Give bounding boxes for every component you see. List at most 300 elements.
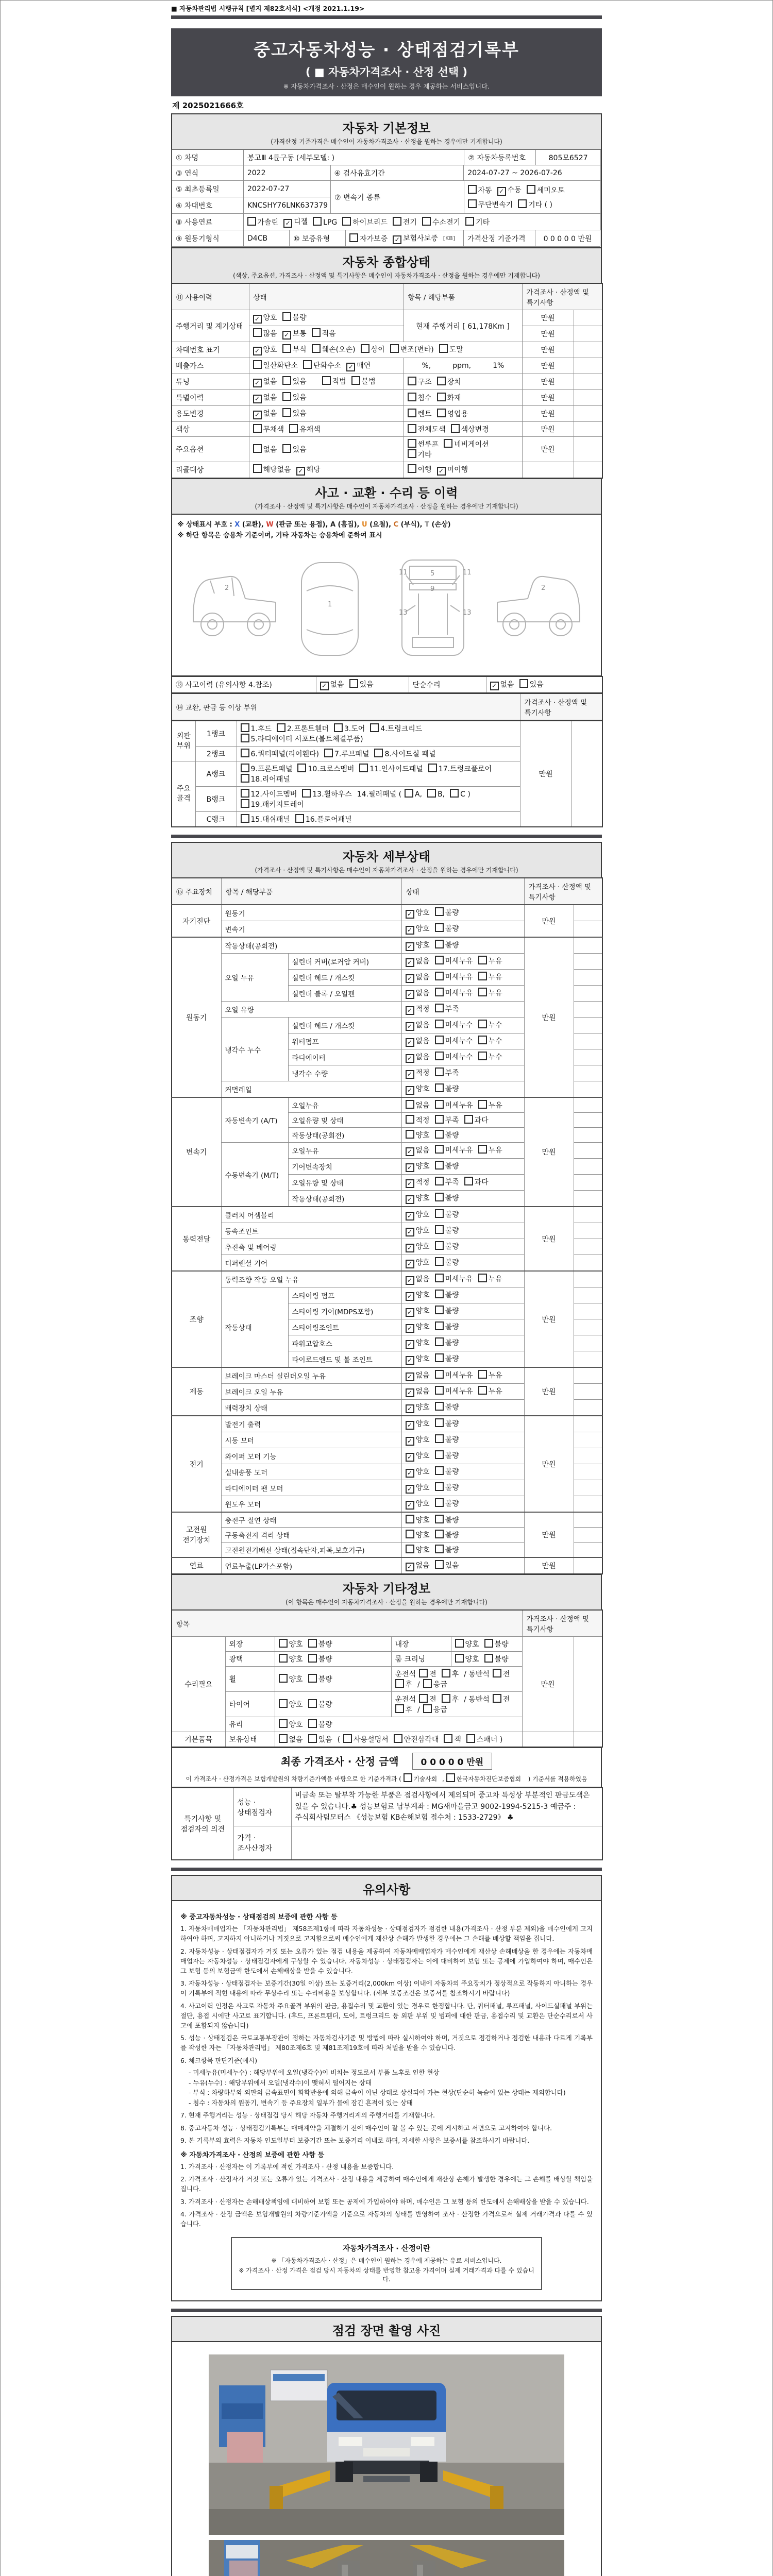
checkbox-unchecked[interactable]: 미세누유	[435, 1274, 473, 1284]
checkbox-checked[interactable]: ✓ 없음	[406, 988, 430, 999]
checkbox-unchecked[interactable]: 양호	[279, 1654, 303, 1664]
checkbox-unchecked[interactable]: 미세누유	[435, 988, 473, 998]
svg-text:13: 13	[463, 609, 472, 617]
checkbox-checked[interactable]: ✓ 양호	[406, 1418, 430, 1430]
checkbox-checked[interactable]: ✓ 양호	[253, 312, 277, 324]
accident-history-checks	[316, 676, 409, 693]
checkbox-checked[interactable]: ✓ 양호	[406, 1193, 430, 1204]
checkbox-unchecked[interactable]: 11.인사이드패널	[359, 764, 423, 774]
checkbox-checked[interactable]: ✓ 미이행	[437, 464, 468, 476]
checkbox-unchecked[interactable]: 있음	[282, 376, 307, 386]
checkbox-unchecked[interactable]: 불량	[435, 1083, 459, 1094]
text-segment: C	[393, 521, 399, 529]
checkbox-icon	[435, 1036, 444, 1044]
spare-cell	[574, 1033, 602, 1049]
checkbox-unchecked[interactable]: 불량	[435, 1402, 459, 1412]
checkbox-unchecked[interactable]: 7.루브패널	[324, 749, 369, 759]
checkbox-unchecked[interactable]: 불량	[435, 1530, 459, 1540]
checkbox-unchecked[interactable]: 누유	[478, 1386, 502, 1396]
checkbox-unchecked[interactable]: 응급	[423, 1679, 447, 1689]
checkbox-checked-icon: ✓	[406, 1372, 414, 1381]
checkbox-checked[interactable]: ✓ 매연	[346, 360, 371, 371]
checkbox-unchecked[interactable]: 누수	[478, 1036, 502, 1046]
checkbox-unchecked[interactable]: 미세누수	[435, 1052, 473, 1062]
checkbox-unchecked[interactable]: 상이	[361, 344, 385, 354]
checkbox-checked[interactable]: ✓ 없음	[406, 1145, 430, 1156]
checkbox-unchecked[interactable]: 있음	[435, 1560, 459, 1570]
checkbox-unchecked[interactable]: 13.휠하우스	[302, 789, 351, 799]
checkbox-unchecked[interactable]: 누유	[478, 956, 502, 966]
checkbox-unchecked[interactable]: 있음	[349, 679, 374, 689]
checkbox-unchecked[interactable]: 5.라디에이터 서포트(볼트체결부품)	[241, 734, 363, 744]
checkbox-unchecked[interactable]: 색상변경	[451, 424, 489, 434]
checkbox-unchecked[interactable]: 불량	[435, 1209, 459, 1219]
checkbox-checked[interactable]: ✓ 양호	[406, 1466, 430, 1478]
rank-label: B랭크	[195, 787, 237, 812]
checkbox-unchecked[interactable]: 미세누유	[435, 1386, 473, 1396]
status-checks	[401, 1049, 524, 1065]
room-cleaning-label: 룸 크리닝	[391, 1652, 451, 1667]
checkbox-unchecked[interactable]: 불량	[435, 1130, 459, 1140]
checkbox-unchecked[interactable]: 적정	[406, 1115, 430, 1125]
checkbox-checked[interactable]: ✓ 없음	[406, 1560, 430, 1571]
checkbox-unchecked[interactable]: 누유	[478, 1370, 502, 1380]
checkbox-unchecked[interactable]: 렌트	[408, 409, 432, 419]
checkbox-unchecked[interactable]: 많음	[253, 328, 277, 338]
checkbox-unchecked[interactable]: 양호	[406, 1545, 430, 1555]
status-checks	[401, 1303, 524, 1319]
checkbox-unchecked[interactable]: 안전삼각대	[394, 1734, 439, 1744]
checkbox-unchecked[interactable]: 19.패키지트레이	[241, 799, 304, 809]
checkbox-unchecked[interactable]: 불량	[308, 1639, 332, 1649]
checkbox-checked[interactable]: ✓ 수동	[497, 184, 522, 196]
checkbox-unchecked[interactable]: 양호	[455, 1654, 479, 1664]
checkbox-checked-icon: ✓	[406, 1501, 414, 1510]
checkbox-unchecked[interactable]: 네비게이션	[444, 439, 489, 449]
checkbox-unchecked[interactable]: 미세누유	[435, 972, 473, 982]
checkbox-unchecked[interactable]: 17.트렁크플로어	[428, 764, 492, 774]
checkbox-unchecked[interactable]: 후	[442, 1694, 459, 1704]
section-detail-header	[171, 842, 602, 878]
checkbox-unchecked[interactable]: 양호	[279, 1719, 303, 1730]
checkbox-icon	[253, 424, 262, 433]
svg-text:2: 2	[541, 584, 546, 592]
checkbox-checked[interactable]: ✓ 적정	[406, 1067, 430, 1079]
checkbox-unchecked[interactable]: 과다	[464, 1115, 489, 1125]
checkbox-unchecked[interactable]: 양호	[279, 1674, 303, 1684]
checkbox-unchecked[interactable]: 9.프론트패널	[241, 764, 293, 774]
recall-checks	[249, 462, 404, 479]
checkbox-unchecked[interactable]: 이행	[408, 464, 432, 474]
svg-text:13: 13	[399, 609, 408, 617]
checkbox-unchecked[interactable]: 6.쿼터패널(리어휀다)	[241, 749, 319, 759]
checkbox-unchecked[interactable]: 미세누수	[435, 1036, 473, 1046]
checkbox-unchecked[interactable]: 10.크로스멤버	[297, 764, 354, 774]
checkbox-checked[interactable]: ✓ 양호	[406, 940, 430, 951]
checkbox-unchecked[interactable]: 불법	[351, 376, 376, 386]
item-label: 디퍼렌셜 기어	[221, 1255, 401, 1272]
section-subtitle: (이 항목은 매수인이 자동차가격조사 · 산정을 원하는 경우에만 기재합니다)	[285, 1599, 488, 1606]
checkbox-unchecked[interactable]: 있음	[282, 408, 307, 418]
checkbox-checked[interactable]: ✓ 적정	[406, 1177, 430, 1188]
checkbox-unchecked[interactable]: 전	[493, 1669, 510, 1679]
checkbox-unchecked[interactable]: 불량	[435, 1418, 459, 1429]
row-appraiser-opinion	[172, 1826, 602, 1860]
checkbox-checked[interactable]: ✓ 양호	[406, 1434, 430, 1446]
notice-item: 9. 본 기록부의 효력은 자동차 인도일부터 보증기간 또는 보증거리 이내로 하며, 자세한 사항은 보증서를 참조하시기 바랍니다.	[180, 2136, 530, 2144]
checkbox-unchecked[interactable]: 기타	[408, 449, 432, 460]
text-segment: ※ 상태표시 부호 :	[177, 521, 235, 529]
checkbox-unchecked[interactable]: 일산화탄소	[253, 360, 298, 370]
checkbox-unchecked[interactable]: 양호	[279, 1699, 303, 1709]
checkbox-checked[interactable]: ✓ 없음	[253, 392, 277, 403]
checkbox-unchecked[interactable]: 전체도색	[408, 424, 446, 434]
checkbox-unchecked[interactable]: 영업용	[437, 409, 468, 419]
checkbox-unchecked[interactable]: B,	[427, 789, 445, 799]
checkbox-checked[interactable]: ✓ 없음	[253, 408, 277, 419]
checkbox-checked[interactable]: ✓ 양호	[406, 1083, 430, 1095]
checkbox-unchecked[interactable]: 기술사회	[404, 1773, 438, 1783]
checkbox-unchecked[interactable]: 응급	[423, 1704, 447, 1715]
checkbox-unchecked[interactable]: 불량	[435, 1161, 459, 1171]
checkbox-icon	[484, 1654, 493, 1663]
special-item-checks	[404, 390, 522, 406]
checkbox-unchecked[interactable]: 없음	[253, 444, 277, 454]
checkbox-checked[interactable]: ✓ 양호	[406, 1498, 430, 1510]
checkbox-unchecked[interactable]: 불량	[435, 1225, 459, 1235]
checkbox-icon	[405, 789, 413, 798]
status-checks	[401, 1496, 524, 1513]
checkbox-unchecked[interactable]: 불량	[435, 1353, 459, 1364]
notice-item: 3. 자동차성능 · 상태점검자는 보증기간(30일 이상) 또는 보증거리(2,000km 이상) 이내에 자동차의 주요장치가 정상적으로 작동하지 아니하는 경우 이 기록부에 적힌 내용에 따라 무상수리 또는 수리비용을 보상합니다. (세부 보증조건은 보증서를 참조하시기 바랍니다)	[180, 1979, 593, 1997]
reg-number-value: 805모6527	[535, 149, 601, 165]
checkbox-unchecked[interactable]: C )	[450, 789, 470, 799]
checkbox-unchecked[interactable]: 썬루프	[408, 439, 439, 449]
device-label: 전기	[172, 1416, 221, 1512]
checkbox-checked[interactable]: ✓ 없음	[490, 679, 514, 690]
checkbox-unchecked[interactable]: 있음	[519, 679, 544, 689]
checkbox-unchecked[interactable]: 불량	[435, 1257, 459, 1267]
static-label: 14.필러패널 (	[357, 790, 402, 799]
checkbox-unchecked[interactable]: 불량	[484, 1654, 509, 1664]
spare-cell	[574, 1255, 602, 1272]
checkbox-checked[interactable]: ✓ 양호	[406, 1402, 430, 1413]
checkbox-unchecked[interactable]: 불량	[435, 1306, 459, 1316]
appraiser-label: 가격 · 조사산정자	[233, 1826, 291, 1860]
checkbox-unchecked[interactable]: 누유	[478, 1100, 502, 1110]
checkbox-icon	[308, 1654, 317, 1663]
checkbox-icon	[313, 217, 322, 226]
checkbox-unchecked[interactable]: 4.트렁크리드	[370, 723, 422, 734]
checkbox-unchecked[interactable]: 불량	[435, 923, 459, 934]
checkbox-checked-icon: ✓	[406, 1179, 414, 1188]
checkbox-unchecked[interactable]: 없음	[279, 1734, 303, 1744]
accident-history-table	[171, 676, 603, 693]
checkbox-icon	[435, 1386, 444, 1395]
checkbox-unchecked[interactable]: 부족	[435, 1177, 459, 1187]
checkbox-unchecked[interactable]: 없음	[406, 1100, 430, 1110]
checkbox-unchecked[interactable]: 누유	[478, 988, 502, 998]
checkbox-icon	[519, 679, 528, 688]
checkbox-checked[interactable]: ✓ 양호	[406, 1161, 430, 1172]
checkbox-checked[interactable]: ✓ 없음	[320, 679, 344, 690]
checkbox-checked[interactable]: ✓ 없음	[406, 1274, 430, 1285]
checkbox-checked-icon: ✓	[406, 974, 414, 983]
checkbox-checked[interactable]: ✓ 디젤	[283, 216, 308, 228]
checkbox-unchecked[interactable]: 양호	[406, 1530, 430, 1540]
checkbox-unchecked[interactable]: 불량	[308, 1719, 332, 1730]
checkbox-unchecked[interactable]: 전	[493, 1694, 510, 1704]
item-label: 냉각수 수량	[288, 1065, 401, 1081]
checkbox-unchecked[interactable]: 기타 ( )	[518, 199, 552, 210]
checkbox-unchecked[interactable]: 불량	[435, 1545, 459, 1555]
text-segment: U	[362, 521, 367, 529]
checkbox-unchecked[interactable]: 기타	[465, 217, 490, 227]
checkbox-icon	[435, 1083, 444, 1092]
mileage-checks	[249, 310, 404, 326]
checkbox-unchecked[interactable]: 불량	[282, 312, 307, 323]
rank-items	[237, 787, 520, 812]
checkbox-unchecked[interactable]: 1.후드	[241, 723, 272, 734]
checkbox-unchecked[interactable]: 사용설명서	[343, 1734, 389, 1744]
notice-item: 2. 가격조사 · 산정자가 거짓 또는 오류가 있는 가격조사 · 산정 내용을 제공하여 매수인에게 재산상 손해가 발생한 경우에는 그 손해를 배상할 책임을 집니다.	[180, 2175, 593, 2193]
price-cell: 만원	[522, 437, 574, 462]
checkbox-unchecked[interactable]: 적법	[322, 376, 346, 386]
item-label: 클러치 어셈블리	[221, 1207, 401, 1223]
outer-panel-group-label: 외판 부위	[172, 721, 195, 761]
spare-cell	[574, 970, 602, 986]
checkbox-unchecked[interactable]: 누유	[478, 1274, 502, 1284]
checkbox-unchecked[interactable]: 불량	[435, 1450, 459, 1461]
simple-repair-label: 단순수리	[409, 676, 486, 693]
checkbox-unchecked[interactable]: 양호	[455, 1639, 479, 1649]
checkbox-unchecked[interactable]: LPG	[313, 217, 337, 227]
spare-cell	[574, 905, 602, 921]
checkbox-checked[interactable]: ✓ 양호	[406, 1209, 430, 1221]
checkbox-unchecked[interactable]: 불량	[435, 940, 459, 950]
checkbox-unchecked[interactable]: 3.도어	[334, 723, 365, 734]
checkbox-checked-icon: ✓	[406, 1563, 414, 1571]
model-year-value: 2022	[243, 165, 331, 181]
checkbox-unchecked[interactable]: 탄화수소	[303, 360, 341, 370]
checkbox-checked[interactable]: ✓ 없음	[253, 376, 277, 387]
checkbox-checked-icon: ✓	[406, 1070, 414, 1079]
checkbox-unchecked[interactable]: 무채색	[253, 424, 284, 434]
checkbox-checked[interactable]: ✓ 양호	[406, 1353, 430, 1365]
checkbox-checked[interactable]: ✓ 없음	[406, 1036, 430, 1047]
checkbox-unchecked[interactable]: 잭	[444, 1734, 461, 1744]
checkbox-unchecked[interactable]: 양호	[406, 1130, 430, 1140]
checkbox-checked[interactable]: ✓ 적정	[406, 1004, 430, 1015]
mileage-label: 주행거리 및 계기상태	[172, 310, 249, 342]
checkbox-unchecked[interactable]: 15.대쉬패널	[241, 814, 290, 824]
checkbox-checked[interactable]: ✓ 없음	[406, 1370, 430, 1381]
checkbox-unchecked[interactable]: 구조	[408, 377, 432, 387]
checkbox-icon	[282, 344, 291, 353]
checkbox-checked[interactable]: ✓ 양호	[406, 1482, 430, 1494]
checkbox-icon	[527, 185, 535, 194]
checkbox-icon	[419, 1694, 428, 1703]
checkbox-unchecked[interactable]: 부족	[435, 1004, 459, 1014]
checkbox-unchecked[interactable]: 양호	[279, 1639, 303, 1649]
item-label: 충전구 절연 상태	[221, 1512, 401, 1528]
checkbox-unchecked[interactable]: 미세누수	[435, 1020, 473, 1030]
checkbox-unchecked[interactable]: 변조(변타)	[390, 344, 434, 354]
checkbox-unchecked[interactable]: 유채색	[289, 424, 321, 434]
checkbox-unchecked[interactable]: 적음	[312, 328, 336, 338]
checkbox-unchecked[interactable]: 스패너 )	[466, 1734, 502, 1744]
item-label: 작동상태(공회전)	[288, 1191, 401, 1207]
spare-cell	[574, 1384, 602, 1400]
checkbox-unchecked[interactable]: 불량	[435, 1321, 459, 1332]
checkbox-icon	[374, 749, 383, 757]
checkbox-unchecked[interactable]: 미세누유	[435, 1145, 473, 1155]
checkbox-unchecked[interactable]: 불량	[435, 1434, 459, 1445]
checkbox-unchecked[interactable]: 가솔린	[247, 217, 279, 227]
checkbox-checked[interactable]: ✓ 양호	[406, 1337, 430, 1349]
checkbox-unchecked[interactable]: 부식	[282, 344, 307, 354]
checkbox-unchecked[interactable]: 과다	[464, 1177, 489, 1187]
checkbox-icon	[253, 328, 262, 337]
text-segment: W	[266, 521, 274, 529]
checkbox-unchecked[interactable]: 양호	[406, 1515, 430, 1525]
checkbox-unchecked[interactable]: 전기	[393, 217, 417, 227]
checkbox-checked[interactable]: ✓ 해당	[296, 464, 321, 476]
car-name-value: 봉고Ⅲ 4륜구동 (세부모델: )	[243, 149, 464, 165]
spare-cell	[574, 1480, 602, 1496]
checkbox-unchecked[interactable]: 화재	[437, 393, 461, 403]
checkbox-checked[interactable]: ✓ 양호	[406, 1321, 430, 1333]
checkbox-unchecked[interactable]: 미세누유	[435, 1100, 473, 1110]
checkbox-unchecked[interactable]: 수소전기	[422, 217, 460, 227]
checkbox-unchecked[interactable]: 무단변속기	[468, 199, 513, 210]
checkbox-checked[interactable]: ✓ 양호	[406, 1306, 430, 1317]
checkbox-icon	[241, 764, 249, 772]
checkbox-checked[interactable]: ✓ 없음	[406, 972, 430, 983]
checkbox-unchecked[interactable]: 누수	[478, 1052, 502, 1062]
checkbox-checked[interactable]: ✓ 양호	[406, 1241, 430, 1252]
checkbox-unchecked[interactable]: 있음	[282, 444, 307, 454]
spare-cell	[574, 1416, 602, 1432]
checkbox-checked[interactable]: ✓ 없음	[406, 1052, 430, 1063]
checkbox-unchecked[interactable]: 불량	[435, 1241, 459, 1251]
checkbox-unchecked[interactable]: 부족	[435, 1115, 459, 1125]
checkbox-unchecked[interactable]: 있음	[282, 392, 307, 402]
checkbox-unchecked[interactable]: 있음	[308, 1734, 332, 1744]
subgroup-label: 냉각수 누수	[221, 1018, 288, 1081]
checkbox-unchecked[interactable]: 미세누유	[435, 1370, 473, 1380]
checkbox-unchecked[interactable]: 전	[419, 1694, 436, 1704]
checkbox-unchecked[interactable]: 8.사이드실 패널	[374, 749, 435, 759]
checkbox-unchecked[interactable]: 불량	[308, 1654, 332, 1664]
checkbox-unchecked[interactable]: 불량	[435, 1290, 459, 1300]
checkbox-checked[interactable]: ✓ 없음	[406, 1386, 430, 1397]
checkbox-unchecked[interactable]: 18.리어패널	[241, 774, 290, 784]
checkbox-checked[interactable]: ✓ 양호	[406, 1225, 430, 1236]
checkbox-unchecked[interactable]: 12.사이드멤버	[241, 789, 297, 799]
checkbox-unchecked[interactable]: 자가보증	[349, 233, 388, 244]
checkbox-unchecked[interactable]: 2.프론트휀더	[277, 723, 329, 734]
checkbox-checked[interactable]: ✓ 양호	[406, 907, 430, 919]
spare-cell	[572, 721, 602, 827]
checkbox-checked-icon: ✓	[406, 926, 414, 935]
checkbox-unchecked[interactable]: 불량	[308, 1699, 332, 1709]
checkbox-unchecked[interactable]: A,	[405, 789, 422, 799]
checkbox-unchecked[interactable]: 불량	[435, 1337, 459, 1348]
checkbox-unchecked[interactable]: 누수	[478, 1020, 502, 1030]
checkbox-unchecked[interactable]: 한국자동차진단보증협회	[446, 1773, 521, 1783]
checkbox-unchecked[interactable]: 해당없음	[253, 464, 291, 474]
checkbox-unchecked[interactable]: 누유	[478, 1145, 502, 1155]
checkbox-checked[interactable]: ✓ 양호	[406, 1450, 430, 1462]
price-cell: 만원	[520, 721, 572, 827]
checkbox-checked-icon: ✓	[406, 1404, 414, 1413]
checkbox-checked-icon: ✓	[406, 1469, 414, 1478]
device-label: 변속기	[172, 1097, 221, 1207]
price-cell: 만원	[524, 1271, 574, 1367]
spare-cell	[574, 1191, 602, 1207]
checkbox-unchecked[interactable]: 하이브리드	[342, 217, 388, 227]
checkbox-unchecked[interactable]: 불량	[435, 1498, 459, 1509]
checkbox-unchecked[interactable]: 침수	[408, 393, 432, 403]
status-checks	[401, 1557, 524, 1574]
checkbox-unchecked[interactable]: 세미오토	[527, 185, 565, 195]
checkbox-checked[interactable]: ✓ 양호	[406, 923, 430, 935]
checkbox-checked[interactable]: ✓ 없음	[406, 1020, 430, 1031]
item-label: 브레이크 오일 누유	[221, 1384, 401, 1400]
checkbox-unchecked[interactable]: 자동	[468, 185, 492, 195]
spare-cell	[574, 986, 602, 1002]
spare-cell	[574, 1271, 602, 1287]
text-segment: ) 기준서를 적용하였음	[526, 1775, 587, 1783]
checkbox-unchecked[interactable]: 미세누유	[435, 956, 473, 966]
checkbox-checked[interactable]: ✓ 양호	[406, 1290, 430, 1301]
vin-mark-label: 차대번호 표기	[172, 342, 249, 358]
checkbox-icon	[408, 464, 416, 473]
checkbox-unchecked[interactable]: 후	[395, 1679, 413, 1689]
checkbox-checked[interactable]: ✓ 양호	[406, 1257, 430, 1268]
checkbox-unchecked[interactable]: 불량	[308, 1674, 332, 1684]
checkbox-unchecked[interactable]: 누유	[478, 972, 502, 982]
emission-label: 배출가스	[172, 358, 249, 374]
accident-history-label: ⑬ 사고이력 (유의사항 4.참조)	[172, 676, 316, 693]
checkbox-unchecked[interactable]: 16.플로어패널	[295, 814, 352, 824]
checkbox-checked[interactable]: ✓ 양호	[253, 344, 277, 355]
static-label: /	[417, 1681, 420, 1689]
checkbox-unchecked[interactable]: 훼손(오손)	[312, 344, 356, 354]
checkbox-unchecked[interactable]: 불량	[435, 907, 459, 918]
checkbox-unchecked[interactable]: 부족	[435, 1067, 459, 1078]
checkbox-unchecked[interactable]: 후	[442, 1669, 459, 1679]
checkbox-checked[interactable]: ✓ 보험사보증	[393, 233, 438, 244]
item-label: 실린더 커버(로커암 커버)	[288, 954, 401, 970]
checkbox-checked[interactable]: ✓ 없음	[406, 956, 430, 967]
checkbox-unchecked[interactable]: 후	[395, 1704, 413, 1715]
status-checks	[401, 1384, 524, 1400]
checkbox-unchecked[interactable]: 불량	[484, 1639, 509, 1649]
checkbox-checked-icon: ✓	[406, 1147, 414, 1156]
checkbox-unchecked[interactable]: 전	[419, 1669, 436, 1679]
checkbox-unchecked[interactable]: 불량	[435, 1482, 459, 1493]
checkbox-unchecked[interactable]: 불량	[435, 1193, 459, 1203]
checkbox-unchecked[interactable]: 장치	[437, 377, 461, 387]
price-cell: 만원	[524, 1367, 574, 1416]
checkbox-checked[interactable]: ✓ 보통	[282, 328, 307, 340]
checkbox-checked-icon: ✓	[253, 379, 262, 387]
checkbox-unchecked[interactable]: 도말	[439, 344, 463, 354]
checkbox-unchecked[interactable]: 불량	[435, 1466, 459, 1477]
checkbox-unchecked[interactable]: 불량	[435, 1515, 459, 1525]
